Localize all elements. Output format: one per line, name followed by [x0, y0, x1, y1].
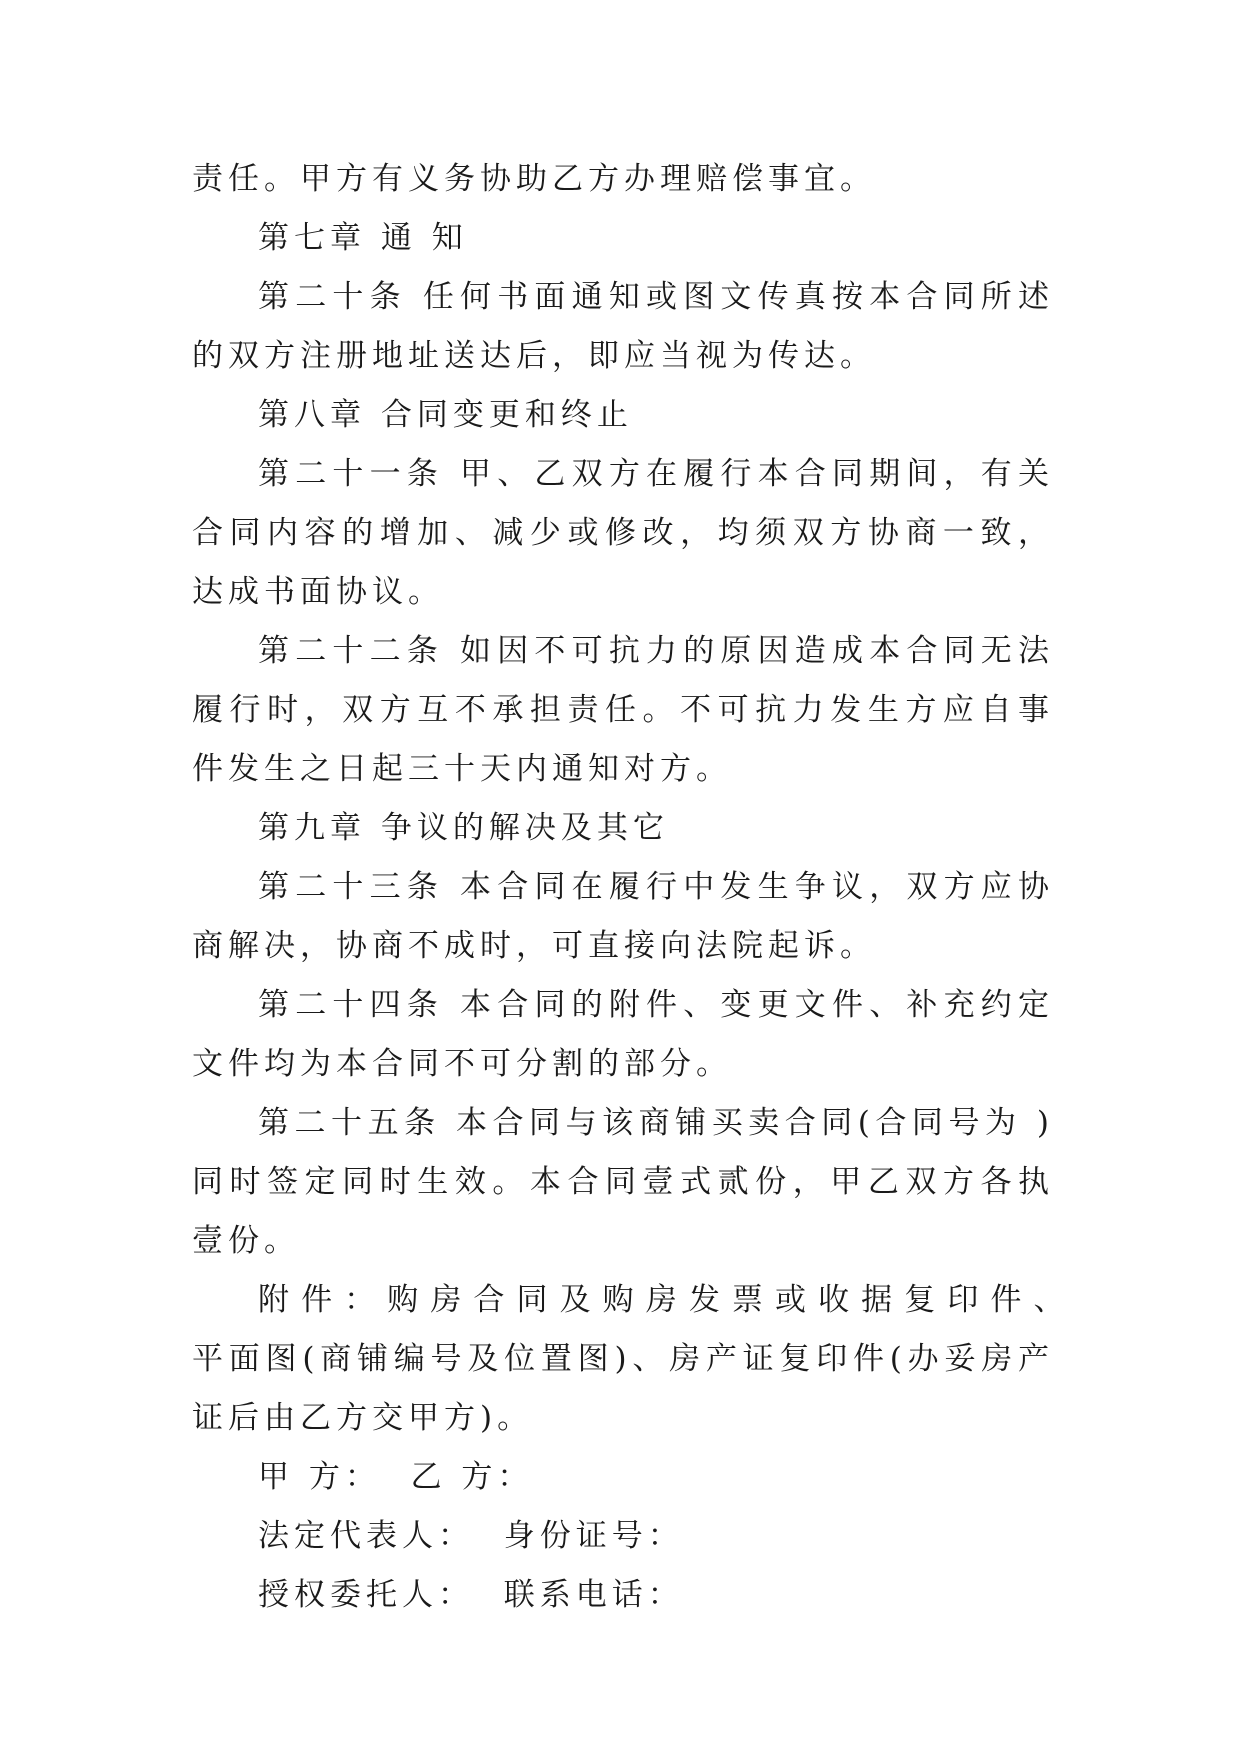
article-20: 第二十条 任何书面通知或图文传真按本合同所述的双方注册地址送达后，即应当视为传达。: [192, 279, 1054, 374]
legal-rep-label: 法定代表人：: [258, 1518, 474, 1554]
authorized-agent-label: 授权委托人：: [258, 1577, 474, 1613]
party-a-label: 甲 方：: [258, 1459, 381, 1495]
document-page: [192, 150, 1162, 1625]
signature-row-parties: [192, 1448, 1054, 1507]
article-25: 第二十五条 本合同与该商铺买卖合同(合同号为 )同时签定同时生效。本合同壹式贰份，甲乙双方各执壹份。: [192, 1105, 1054, 1259]
paragraph-continuation: 责任。甲方有义务协助乙方办理赔偿事宜。: [192, 161, 876, 197]
signature-row-agent: [192, 1566, 1054, 1625]
chapter-heading-7: 第七章 通 知: [258, 220, 468, 256]
article-24: 第二十四条 本合同的附件、变更文件、补充约定文件均为本合同不可分割的部分。: [192, 987, 1054, 1082]
article-23: 第二十三条 本合同在履行中发生争议，双方应协商解决，协商不成时，可直接向法院起诉。: [192, 869, 1054, 964]
attachments-paragraph: 附件：购房合同及购房发票或收据复印件、 平面图(商铺编号及位置图)、房产证复印件(办妥房产证后由乙方交甲方)。: [192, 1282, 1162, 1436]
signature-row-representative: [192, 1507, 1054, 1566]
article-21: 第二十一条 甲、乙双方在履行本合同期间，有关合同内容的增加、减少或修改，均须双方协商一致，达成书面协议。: [192, 456, 1054, 610]
party-b-label: 乙 方：: [410, 1459, 534, 1495]
id-number-label: 身份证号：: [503, 1518, 684, 1554]
chapter-heading-9: 第九章 争议的解决及其它: [258, 810, 669, 846]
article-22: 第二十二条 如因不可抗力的原因造成本合同无法履行时，双方互不承担责任。不可抗力发生方应自事件发生之日起三十天内通知对方。: [192, 633, 1054, 787]
phone-label: 联系电话：: [503, 1577, 684, 1613]
chapter-heading-8: 第八章 合同变更和终止: [258, 397, 633, 433]
